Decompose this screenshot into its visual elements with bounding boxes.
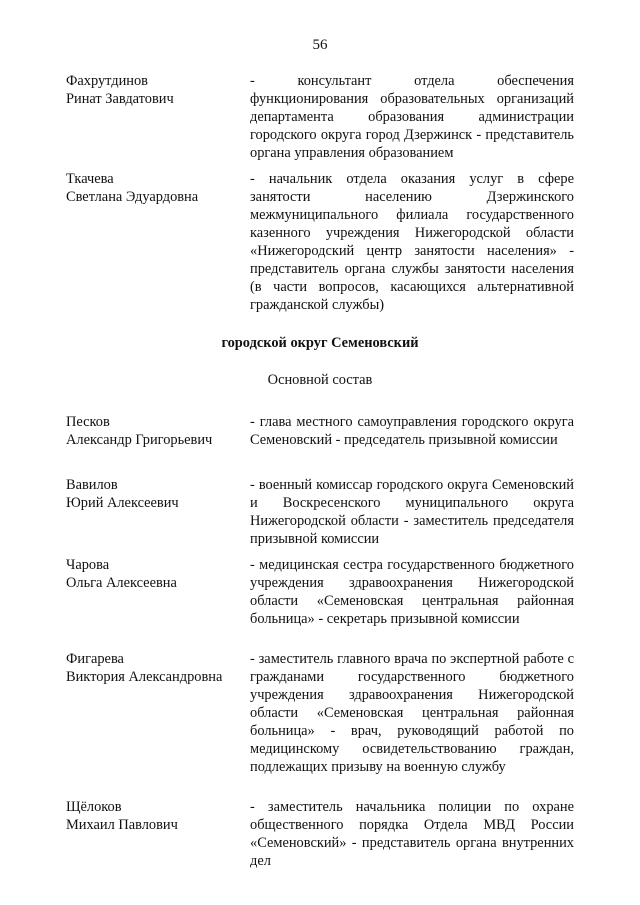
member-role: - глава местного самоуправления городского округа Семеновский - председатель призывной комиссии bbox=[250, 414, 574, 448]
member-name bbox=[66, 476, 246, 512]
member-role: - заместитель начальника полиции по охране общественного порядка Отдела МВД России «Семеновский» - представитель органа внутренних дел bbox=[250, 799, 574, 869]
member-role: - военный комиссар городского округа Семеновский и Воскресенского муниципального округа Нижегородской области - заместитель председателя призывной комиссии bbox=[250, 477, 574, 547]
member-name bbox=[66, 170, 246, 206]
subsection-title: Основной состав bbox=[267, 372, 373, 388]
page-number: 56 bbox=[312, 37, 328, 53]
member-given-names: Светлана Эдуардовна bbox=[66, 189, 199, 205]
member-name bbox=[66, 413, 246, 449]
member-name bbox=[66, 650, 246, 686]
member-surname: Ткачева bbox=[66, 171, 114, 187]
member-surname: Фахрутдинов bbox=[66, 73, 148, 89]
member-surname: Фигарева bbox=[66, 651, 124, 667]
member-name bbox=[66, 556, 246, 592]
member-given-names: Виктория Александровна bbox=[66, 669, 223, 685]
member-given-names: Михаил Павлович bbox=[66, 817, 178, 833]
member-given-names: Ринат Завдатович bbox=[66, 91, 174, 107]
member-role: - заместитель главного врача по экспертной работе с гражданами государственного бюджетного учреждения здравоохранения Нижегородской области «Семеновская центральная районная больница» - врач, руководящий работой по медицинскому освидетельствованию граждан, подлежащих призыву на военную службу bbox=[250, 651, 574, 775]
member-surname: Вавилов bbox=[66, 477, 118, 493]
member-role: - начальник отдела оказания услуг в сфере занятости населению Дзержинского межмуниципального филиала государственного казенного учреждения Нижегородской области «Нижегородский центр занятости населения» - представитель органа службы занятости населения (в части вопросов, касающихся альтернативной гражданской службы) bbox=[250, 171, 574, 313]
member-surname: Песков bbox=[66, 414, 110, 430]
member-given-names: Александр Григорьевич bbox=[66, 432, 213, 448]
member-given-names: Ольга Алексеевна bbox=[66, 575, 177, 591]
member-role: - консультант отдела обеспечения функционирования образовательных организаций департамента образования администрации городского округа город Дзержинск - представитель органа управления образованием bbox=[250, 73, 574, 161]
section-title: городской округ Семеновский bbox=[221, 335, 419, 351]
member-surname: Чарова bbox=[66, 557, 110, 573]
member-given-names: Юрий Алексеевич bbox=[66, 495, 179, 511]
member-name bbox=[66, 798, 246, 834]
member-role: - медицинская сестра государственного бюджетного учреждения здравоохранения Нижегородской области «Семеновская центральная районная больница» - секретарь призывной комиссии bbox=[250, 557, 574, 627]
member-surname: Щёлоков bbox=[66, 799, 122, 815]
member-name bbox=[66, 72, 246, 108]
